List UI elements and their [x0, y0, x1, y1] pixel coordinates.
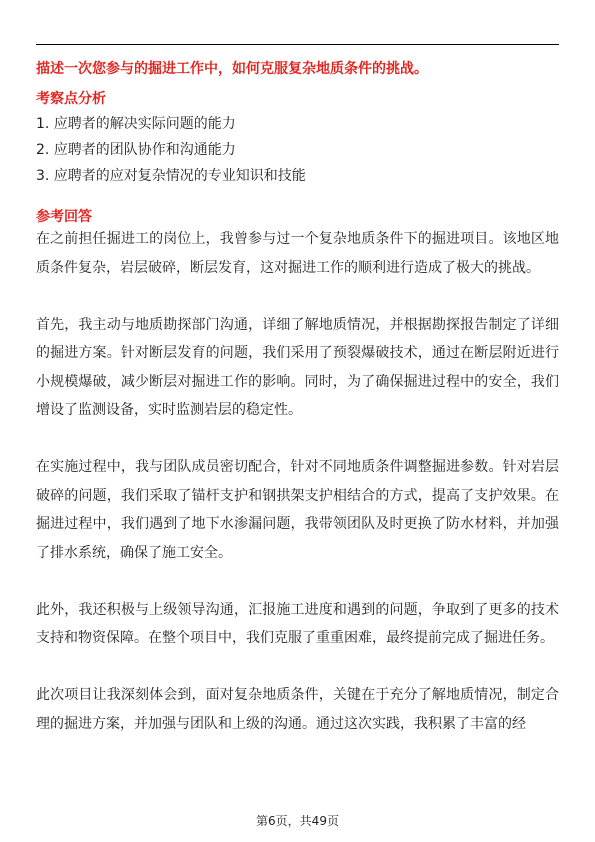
- answer-paragraph: 在实施过程中，我与团队成员密切配合，针对不同地质条件调整掘进参数。针对岩层破碎的问题，我们采取了锚杆支护和钢拱架支护相结合的方式，提高了支护效果。在掘进过程中，我们遇到了地下水渗漏问题，我带领团队及时更换了防水材料，并加强了排水系统，确保了施工安全。: [36, 459, 559, 561]
- analysis-point: 1. 应聘者的解决实际问题的能力: [36, 116, 236, 132]
- answer-paragraph: 此次项目让我深刻体会到，面对复杂地质条件，关键在于充分了解地质情况，制定合理的掘进方案，并加强与团队和上级的沟通。通过这次实践，我积累了丰富的经: [36, 687, 559, 732]
- answer-paragraph: 此外，我还积极与上级领导沟通，汇报施工进度和遇到的问题，争取到了更多的技术支持和物资保障。在整个项目中，我们克服了重重困难，最终提前完成了掘进任务。: [36, 601, 559, 646]
- answer-heading: 参考回答: [36, 209, 92, 225]
- analysis-points: [36, 111, 559, 189]
- top-divider: [36, 44, 559, 45]
- analysis-point: 2. 应聘者的团队协作和沟通能力: [36, 142, 236, 158]
- analysis-heading: 考察点分析: [36, 91, 106, 107]
- answer-paragraph: 在之前担任掘进工的岗位上，我曾参与过一个复杂地质条件下的掘进项目。该地区地质条件复杂，岩层破碎，断层发育，这对掘进工作的顺利进行造成了极大的挑战。: [36, 231, 559, 276]
- answer-body: [36, 225, 559, 767]
- question-title: 描述一次您参与的掘进工作中，如何克服复杂地质条件的挑战。: [36, 61, 428, 77]
- answer-paragraph: 首先，我主动与地质勘探部门沟通，详细了解地质情况，并根据勘探报告制定了详细的掘进方案。针对断层发育的问题，我们采用了预裂爆破技术，通过在断层附近进行小规模爆破，减少断层对掘进工作的影响。同时，为了确保掘进过程中的安全，我们增设了监测设备，实时监测岩层的稳定性。: [36, 316, 559, 418]
- analysis-point: 3. 应聘者的应对复杂情况的专业知识和技能: [36, 168, 306, 184]
- page-number: 第6页，共49页: [256, 814, 339, 828]
